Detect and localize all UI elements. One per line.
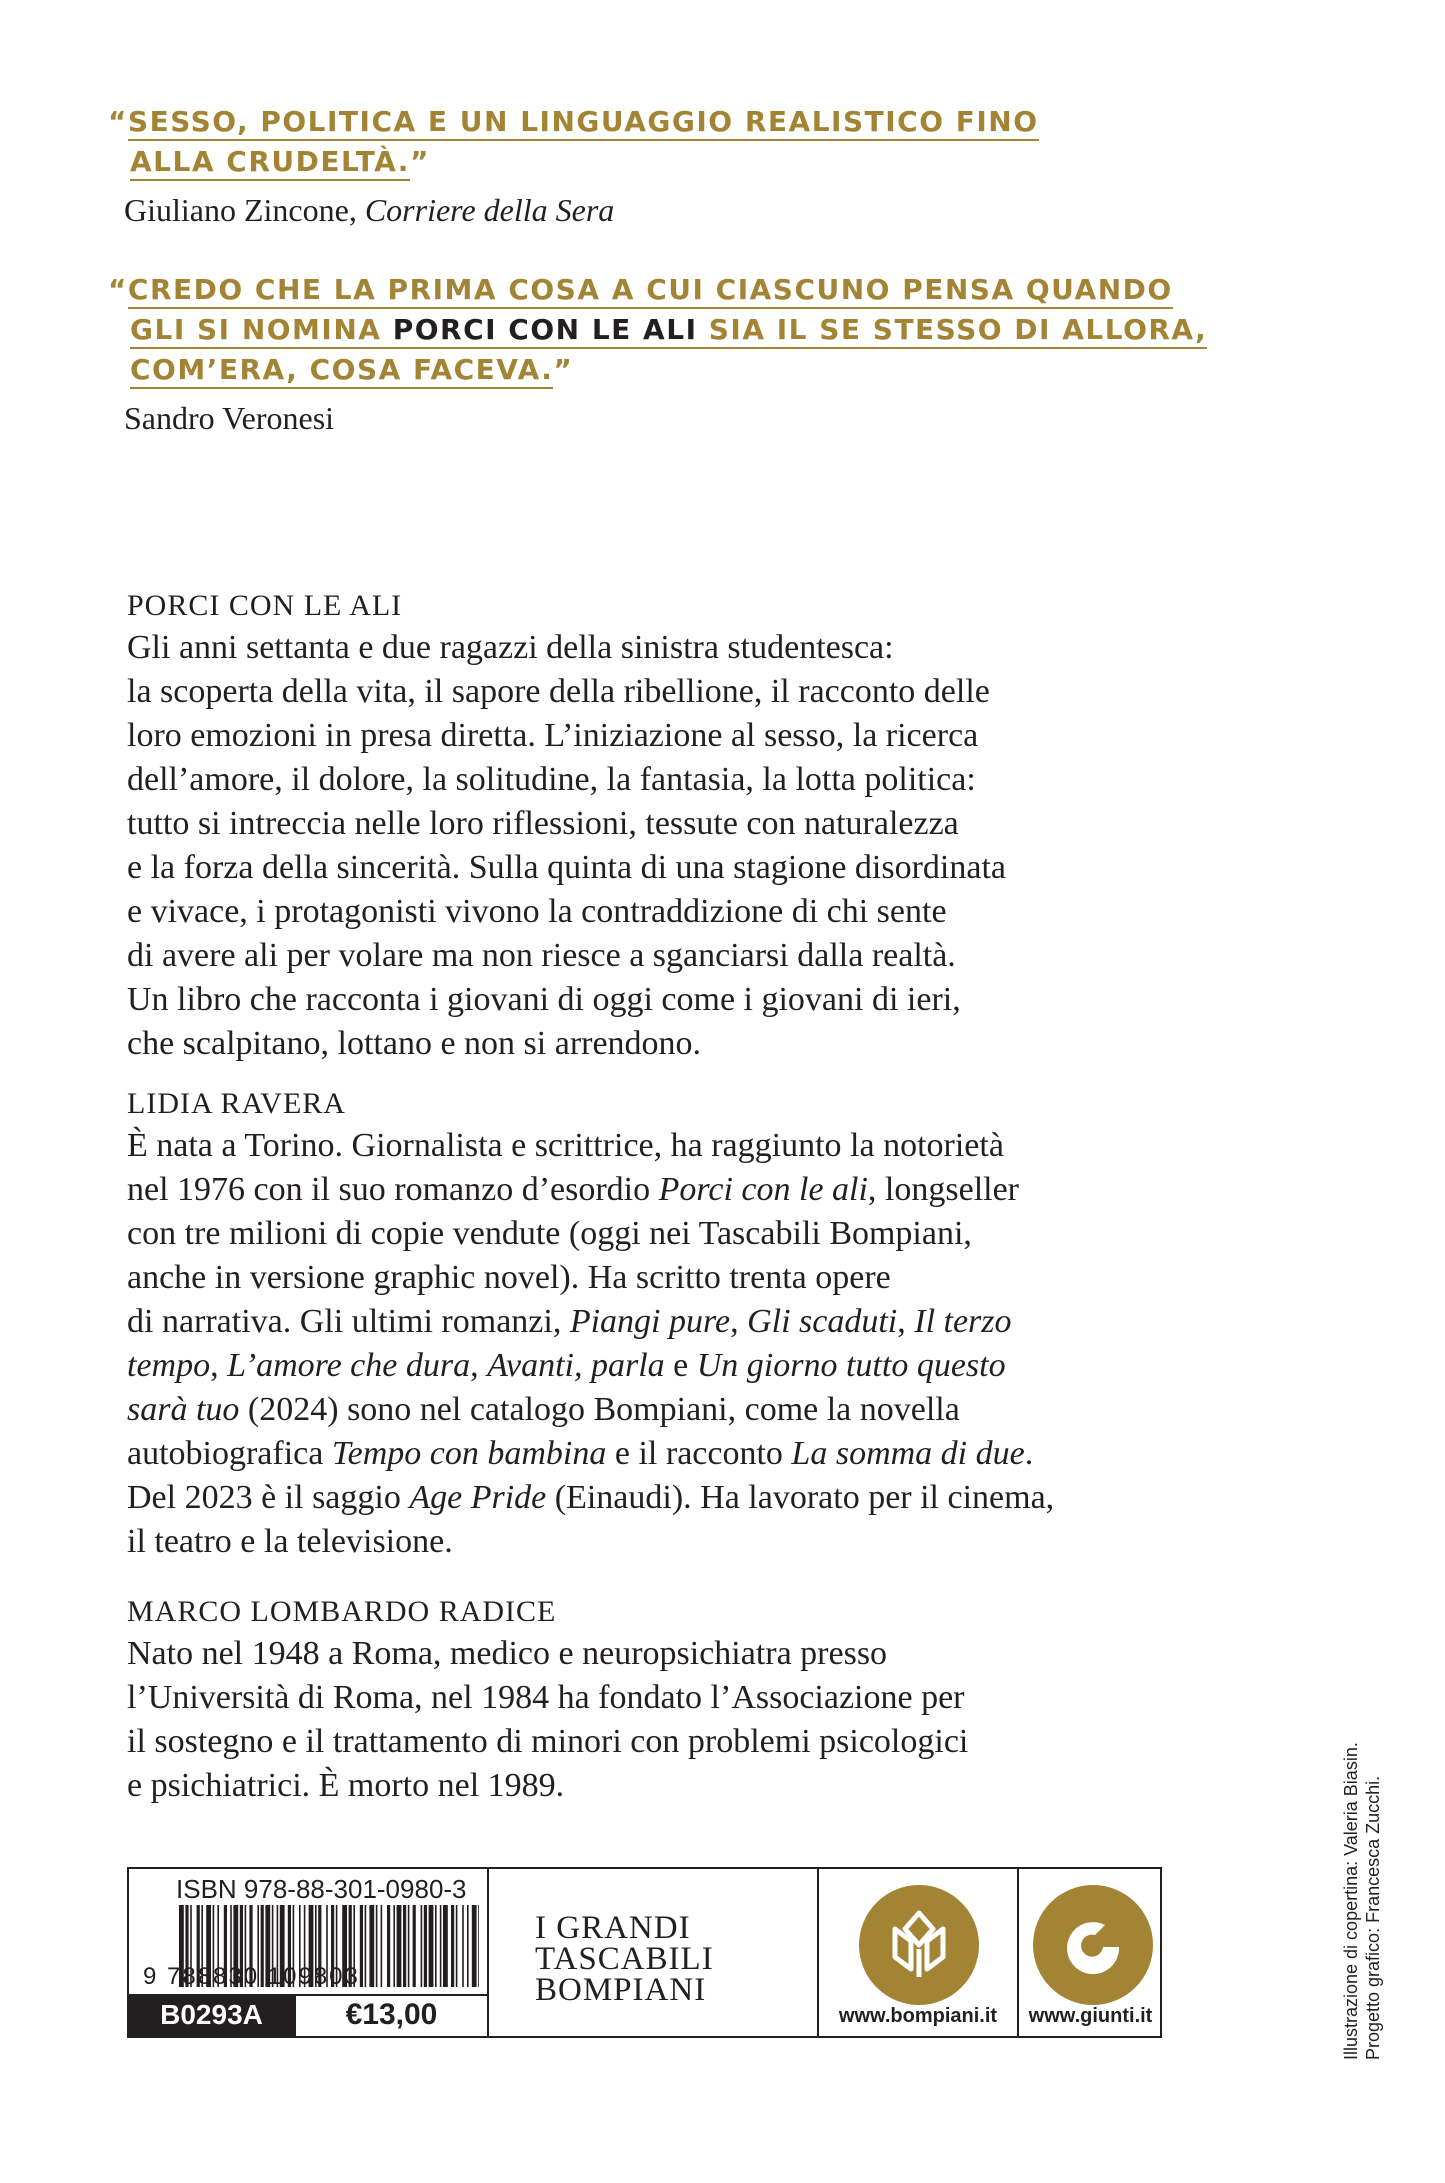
quote-line <box>108 142 1039 182</box>
barcode-digits: 9 788830 109803 <box>143 1963 360 1990</box>
text-run: , <box>730 1303 748 1340</box>
italic-title: L’amore che dura <box>227 1347 471 1384</box>
series-line: TASCABILI <box>535 1941 714 1977</box>
text-run: con tre milioni di copie vendute (oggi nei Tascabili Bompiani, <box>127 1215 972 1252</box>
author-lidia-ravera <box>127 1084 1167 1564</box>
text-run: Del 2023 è il saggio <box>127 1479 410 1516</box>
barcode-bar <box>393 1905 395 1987</box>
text-line: e la forza della sincerità. Sulla quinta di una stagione disordinata <box>127 849 1006 886</box>
text-run: . <box>1024 1435 1034 1472</box>
barcode-bar <box>443 1905 448 1987</box>
product-code: B0293A <box>129 1996 294 2036</box>
bompiani-url[interactable]: www.bompiani.it <box>838 2005 998 2027</box>
italic-title: Un giorno tutto questo <box>696 1347 1006 1384</box>
italic-title: La somma di due <box>791 1435 1025 1472</box>
quote-text: SIA IL SE STESSO DI ALLORA, <box>697 313 1207 349</box>
barcode-bar <box>421 1905 423 1987</box>
text-line: Nato nel 1948 a Roma, medico e neuropsichiatra presso <box>127 1635 888 1672</box>
credit-design: Progetto grafico: Francesca Zucchi. <box>1363 1775 1383 2060</box>
text-run: , <box>897 1303 915 1340</box>
italic-title: Tempo con bambina <box>331 1435 607 1472</box>
text-line: l’Università di Roma, nel 1984 ha fondato l’Associazione per <box>127 1679 965 1716</box>
text-line: Un libro che racconta i giovani di oggi come i giovani di ieri, <box>127 981 961 1018</box>
quote-line <box>108 310 1207 350</box>
italic-title: Piangi pure <box>569 1303 731 1340</box>
barcode-bar <box>403 1905 406 1987</box>
quote-line <box>108 102 1039 142</box>
quote-2 <box>108 270 1207 390</box>
author-marco-lombardo-radice <box>127 1592 1167 1808</box>
barcode-bar <box>429 1905 434 1987</box>
text-line <box>127 1388 1167 1432</box>
barcode-bar <box>387 1905 390 1987</box>
text-run: autobiografica <box>127 1435 332 1472</box>
quote-text: GLI SI NOMINA <box>130 313 393 349</box>
giunti-url[interactable]: www.giunti.it <box>1028 2005 1153 2027</box>
text-line <box>127 1476 1167 1520</box>
italic-title: Porci con le ali <box>658 1171 868 1208</box>
barcode-bar <box>424 1905 427 1987</box>
text-line: Gli anni settanta e due ragazzi della sinistra studentesca: <box>127 629 894 666</box>
quote-text: “ <box>108 273 128 306</box>
giunti-logo-icon <box>1033 1885 1153 2005</box>
price: €13,00 <box>294 1996 487 2036</box>
quote-text: ” <box>553 353 574 386</box>
series-cell <box>489 1869 819 2036</box>
text-line <box>127 1520 1167 1564</box>
quote-text: “ <box>108 105 128 138</box>
text-line: dell’amore, il dolore, la solitudine, la fantasia, la lotta politica: <box>127 761 976 798</box>
text-line: tutto si intreccia nelle loro riflessioni, tessute con naturalezza <box>127 805 959 842</box>
series-line: BOMPIANI <box>535 1972 707 2008</box>
barcode-bar <box>413 1905 416 1987</box>
text-run: e il racconto <box>606 1435 792 1472</box>
author1-heading: LIDIA RAVERA <box>127 1087 346 1120</box>
text-run: (2024) sono nel catalogo Bompiani, come la novella <box>239 1391 960 1428</box>
text-line: e psichiatrici. È morto nel 1989. <box>127 1767 565 1804</box>
text-line <box>127 1256 1167 1300</box>
barcode-bar <box>369 1905 374 1987</box>
barcode-bar <box>440 1905 442 1987</box>
text-line: il sostegno e il trattamento di minori con problemi psicologici <box>127 1723 969 1760</box>
series-line: I GRANDI <box>535 1910 691 1946</box>
quote-text: CREDO CHE LA PRIMA COSA A CUI CIASCUNO PENSA QUANDO <box>128 273 1173 309</box>
author1-paragraph <box>127 1124 1167 1564</box>
barcode-bar <box>360 1905 363 1987</box>
text-line <box>127 1432 1167 1476</box>
quote-2-attribution <box>124 398 334 438</box>
text-line: di avere ali per volare ma non riesce a sganciarsi dalla realtà. <box>127 937 956 974</box>
barcode-bar <box>478 1905 479 1987</box>
quote-text: ” <box>409 145 430 178</box>
text-run: , <box>210 1347 228 1384</box>
book-paragraph <box>127 626 1167 1066</box>
author2-heading: MARCO LOMBARDO RADICE <box>127 1595 557 1628</box>
isbn-cell <box>129 1869 489 2036</box>
quote-text: SESSO, POLITICA E UN LINGUAGGIO REALISTICO FINO <box>128 105 1039 141</box>
barcode-bar <box>376 1905 378 1987</box>
giunti-cell <box>1019 1869 1162 2036</box>
series-logo <box>535 1910 714 2008</box>
credit-illustration: Illustrazione di copertina: Valeria Biasin. <box>1341 1742 1361 2060</box>
attribution-source: Corriere della Sera <box>364 192 615 228</box>
text-run: (Einaudi). Ha lavorato per il cinema, <box>546 1479 1055 1516</box>
text-run: , <box>470 1347 488 1384</box>
credits <box>1340 1720 1390 2080</box>
barcode-bar <box>456 1905 458 1987</box>
text-run: nel 1976 con il suo romanzo d’esordio <box>127 1171 659 1208</box>
code-price-bar <box>129 1994 487 2036</box>
italic-title: Avanti, parla <box>487 1347 665 1384</box>
book-heading: PORCI CON LE ALI <box>127 589 403 622</box>
italic-title: Il terzo <box>914 1303 1012 1340</box>
quote-text: PORCI CON LE ALI <box>393 313 698 349</box>
text-line <box>127 1300 1167 1344</box>
quote-text: COM’ERA, COSA FACEVA. <box>130 353 553 389</box>
barcode-box <box>127 1867 1162 2038</box>
text-line <box>127 1168 1167 1212</box>
text-line <box>127 1212 1167 1256</box>
book-description <box>127 586 1167 1066</box>
barcode-bar <box>408 1905 410 1987</box>
barcode-bar <box>381 1905 383 1987</box>
italic-title: Age Pride <box>409 1479 547 1516</box>
text-line <box>127 1124 1167 1168</box>
text-run: il teatro e la televisione. <box>127 1523 453 1560</box>
quote-line <box>108 350 1207 390</box>
quote-1-attribution <box>124 190 614 230</box>
barcode-bar <box>462 1905 464 1987</box>
attribution-name: Sandro Veronesi <box>124 400 335 436</box>
italic-title: tempo <box>127 1347 211 1384</box>
text-line <box>127 1344 1167 1388</box>
quote-1 <box>108 102 1039 182</box>
text-line: che scalpitano, lottano e non si arrendono. <box>127 1025 702 1062</box>
text-line: e vivace, i protagonisti vivono la contraddizione di chi sente <box>127 893 947 930</box>
text-run: di narrativa. Gli ultimi romanzi, <box>127 1303 570 1340</box>
text-line: la scoperta della vita, il sapore della ribellione, il racconto delle <box>127 673 990 710</box>
text-run: , longseller <box>867 1171 1019 1208</box>
text-run: anche in versione graphic novel). Ha scritto trenta opere <box>127 1259 891 1296</box>
text-line: loro emozioni in presa diretta. L’iniziazione al sesso, la ricerca <box>127 717 979 754</box>
text-run: È nata a Torino. Giornalista e scrittrice, ha raggiunto la notorietà <box>127 1127 1004 1164</box>
barcode-bar <box>365 1905 367 1987</box>
isbn-text: ISBN 978-88-301-0980-3 <box>176 1874 467 1904</box>
attribution-name: Giuliano Zincone, <box>124 192 357 228</box>
quote-text: ALLA CRUDELTÀ. <box>130 145 410 181</box>
italic-title: sarà tuo <box>127 1391 240 1428</box>
barcode-bar <box>397 1905 402 1987</box>
quote-line <box>108 270 1207 310</box>
barcode-bar <box>472 1905 477 1987</box>
barcode-bar <box>467 1905 469 1987</box>
text-run: e <box>664 1347 697 1384</box>
bompiani-logo-icon <box>859 1885 979 2005</box>
bompiani-cell <box>819 1869 1019 2036</box>
barcode-bar <box>435 1905 437 1987</box>
author2-paragraph <box>127 1632 1167 1808</box>
italic-title: Gli scaduti <box>747 1303 898 1340</box>
barcode-bar <box>451 1905 454 1987</box>
